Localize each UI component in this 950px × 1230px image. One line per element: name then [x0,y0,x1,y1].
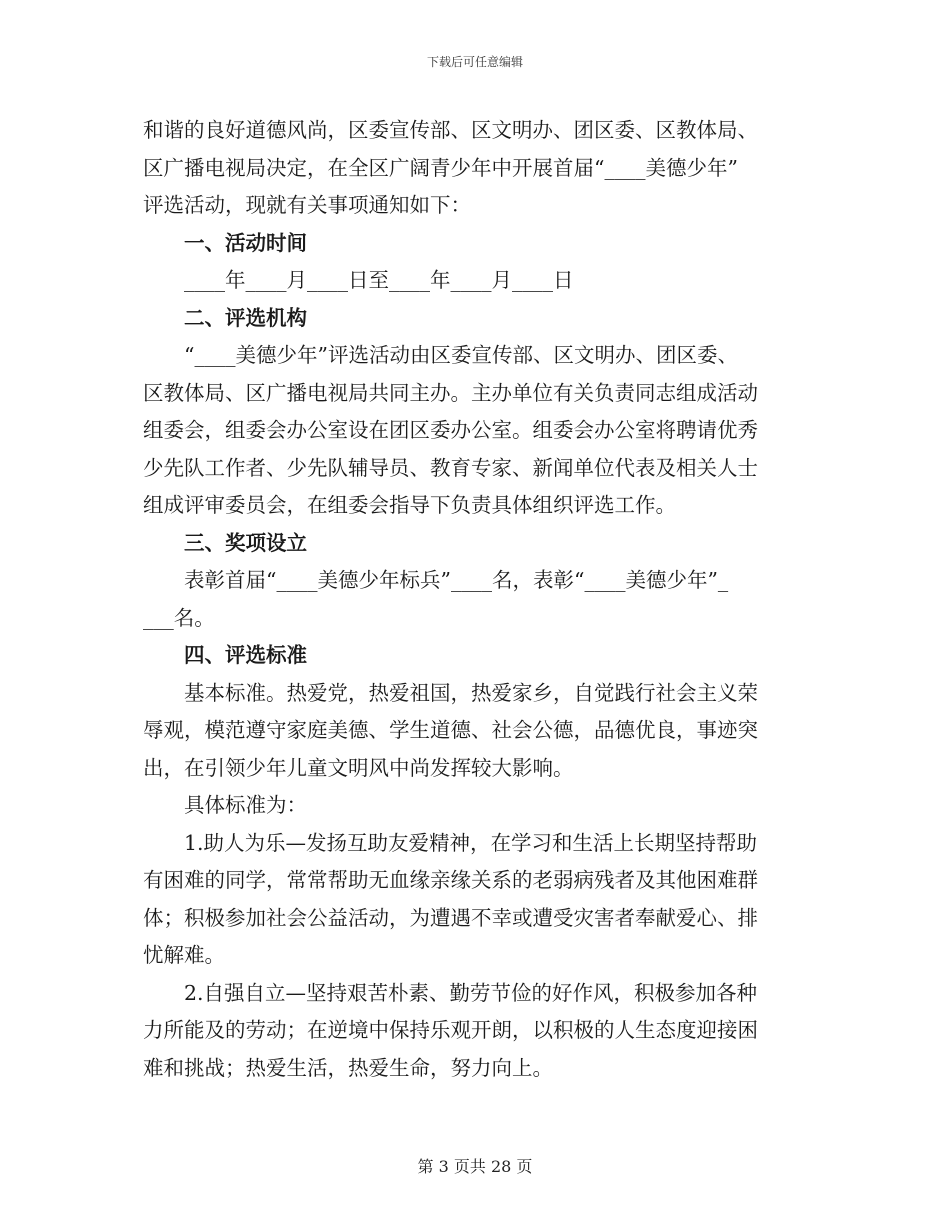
body-line: 体；积极参加社会公益活动，为遭遇不幸或遭受灾害者奉献爱心、排 [143,905,758,930]
body-line: 具体标准为： [184,793,307,817]
page-number: 第 3 页共 28 页 [417,1157,533,1176]
activity-date-range: ____年____月____日至____年____月____日 [184,268,574,292]
section-heading-organization: 二、评选机构 [184,305,307,330]
body-line: 辱观，模范遵守家庭美德、学生道德、社会公德，品德优良，事迹突 [143,718,758,742]
body-line: 忧解难。 [143,943,225,967]
body-line: 有困难的同学，常常帮助无血缘亲缘关系的老弱病残者及其他困难群 [143,868,758,892]
body-line: 2.自强自立—坚持艰苦朴素、勤劳节俭的好作风，积极参加各种 [184,980,758,1005]
body-line: 区广播电视局决定，在全区广阔青少年中开展首届“____美德少年” [143,155,738,180]
section-heading-activity-time: 一、活动时间 [184,230,307,255]
body-line: 难和挑战；热爱生活，热爱生命，努力向上。 [143,1055,553,1080]
body-line: 组成评审委员会，在组委会指导下负责具体组织评选工作。 [143,493,676,517]
document-body [143,112,810,1087]
body-line: “____美德少年”评选活动由区委宣传部、区文明办、团区委、 [184,343,738,367]
body-line: 评选活动，现就有关事项通知如下： [143,193,471,217]
section-heading-criteria: 四、评选标准 [184,643,307,667]
body-line: 组委会，组委会办公室设在团区委办公室。组委会办公室将聘请优秀 [143,418,758,442]
body-line: 表彰首届“____美德少年标兵”____名，表彰“____美德少年”_ [184,568,729,592]
body-line: 基本标准。热爱党，热爱祖国，热爱家乡，自觉践行社会主义荣 [184,680,758,705]
section-heading-awards: 三、奖项设立 [184,530,307,555]
body-line: 区教体局、区广播电视局共同主办。主办单位有关负责同志组成活动 [143,380,758,405]
page-header: 下载后可任意编辑 [426,55,523,69]
body-line: 少先队工作者、少先队辅导员、教育专家、新闻单位代表及相关人士 [143,455,758,480]
body-line: 出，在引领少年儿童文明风中尚发挥较大影响。 [143,755,574,780]
body-line: 1.助人为乐—发扬互助友爱精神，在学习和生活上长期坚持帮助 [184,830,758,855]
body-line: 力所能及的劳动；在逆境中保持乐观开朗，以积极的人生态度迎接困 [143,1018,758,1042]
body-line: ___名。 [143,605,215,630]
body-line: 和谐的良好道德风尚，区委宣传部、区文明办、团区委、区教体局、 [143,118,758,142]
